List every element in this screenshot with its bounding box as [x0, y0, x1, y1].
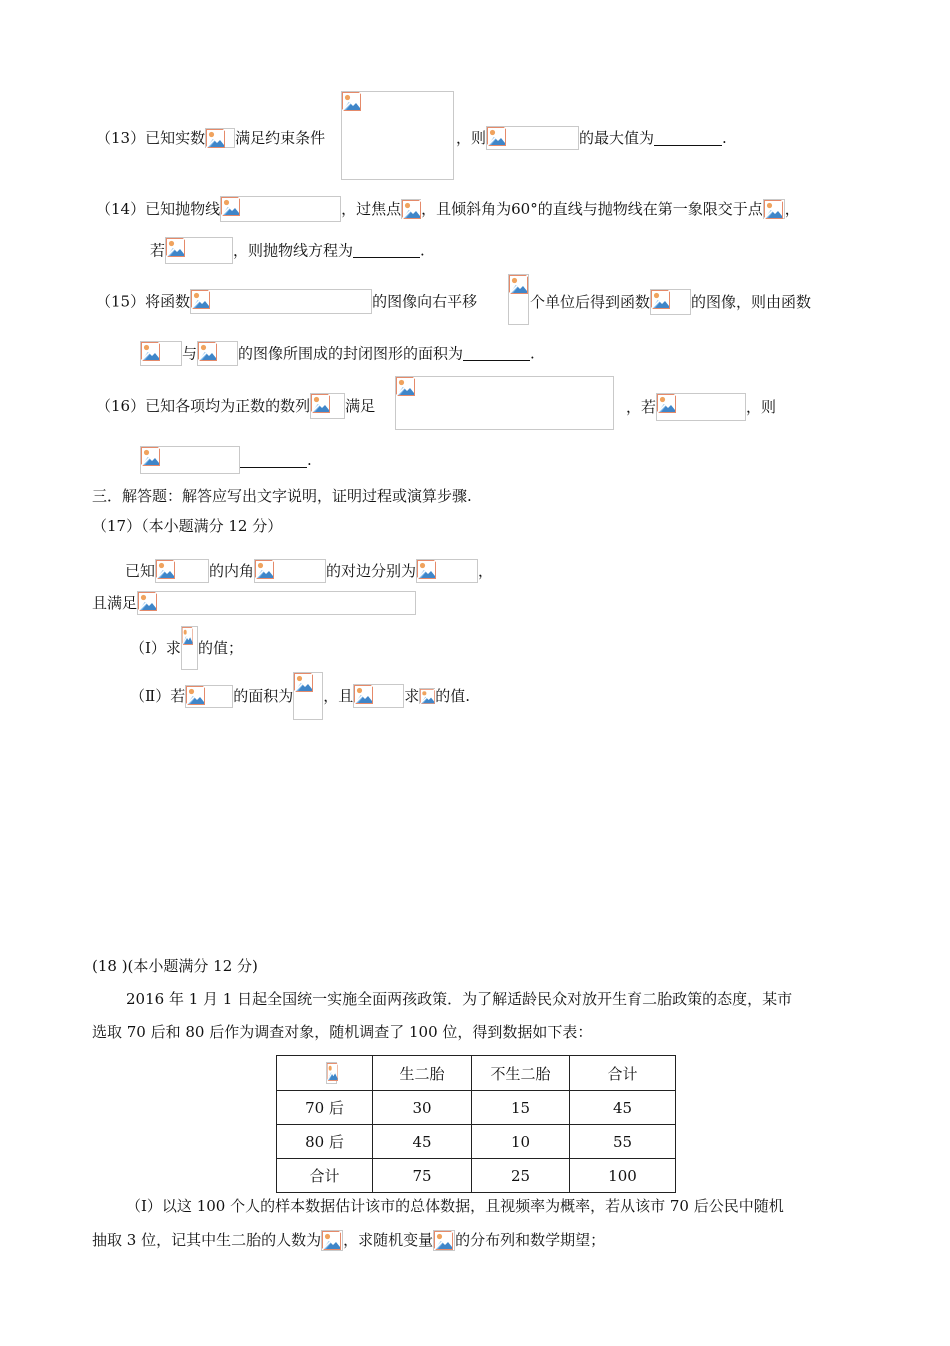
table-cell: 25 — [472, 1159, 570, 1193]
text: 的最大值为 — [579, 129, 655, 147]
text: 求 — [404, 687, 420, 705]
table-row — [277, 1125, 676, 1159]
question-13 — [96, 126, 325, 149]
image-placeholder-icon — [486, 126, 579, 150]
text: . — [530, 344, 535, 363]
question-17-part-2 — [130, 672, 470, 720]
text: 的图像，则由函数 — [691, 293, 812, 311]
image-placeholder-icon — [341, 91, 454, 180]
image-placeholder-icon — [656, 393, 746, 421]
text: ，则 — [746, 398, 777, 416]
question-number: （16） — [96, 397, 146, 415]
text: 满足 — [345, 397, 376, 415]
text: 的图像向右平移 — [372, 292, 478, 311]
question-number: （15） — [96, 292, 146, 311]
text: 个单位后得到函数 — [530, 293, 651, 311]
table-row — [277, 1159, 676, 1193]
question-number: （13） — [96, 129, 146, 147]
text: 将函数 — [145, 292, 191, 311]
image-placeholder-icon — [310, 393, 345, 419]
image-placeholder-icon — [326, 1062, 337, 1084]
question-18-intro-line-1: 2016 年 1 月 1 日起全国统一实施全面两孩政策．为了解适龄民众对放开生育二胎政策的态度，某市 — [126, 990, 793, 1008]
text: （Ⅱ）若 — [130, 687, 186, 705]
image-placeholder-icon — [650, 289, 691, 315]
question-18-part-1-line-1: （Ⅰ）以这 100 个人的样本数据估计该市的总体数据，且视频率为概率，若从该市 70 后公民中随机 — [126, 1197, 784, 1215]
question-17-line-1 — [125, 559, 493, 583]
image-placeholder-icon — [155, 559, 209, 583]
table-cell: 70 后 — [277, 1091, 373, 1125]
text: . — [307, 451, 312, 469]
image-placeholder-icon — [416, 559, 478, 583]
question-14 — [96, 196, 800, 222]
question-16 — [96, 393, 375, 419]
table-cell: 75 — [373, 1159, 472, 1193]
table-cell: 80 后 — [277, 1125, 373, 1159]
table-cell: 30 — [373, 1091, 472, 1125]
answer-blank — [240, 453, 307, 468]
text: 的内角 — [209, 562, 255, 580]
text: 已知 — [125, 562, 156, 580]
table-cell: 55 — [570, 1125, 676, 1159]
image-placeholder-icon — [197, 341, 238, 366]
table-cell: 100 — [570, 1159, 676, 1193]
image-placeholder-icon — [353, 684, 404, 708]
question-17-part-1 — [130, 626, 243, 670]
answer-blank — [654, 131, 722, 146]
answer-blank — [353, 243, 420, 258]
text: ，则抛物线方程为 — [233, 241, 354, 260]
text: 抽取 3 位，记其中生二胎的人数为 — [92, 1231, 322, 1249]
text: 若 — [150, 241, 166, 260]
table-cell: 10 — [472, 1125, 570, 1159]
table-header-cell — [277, 1056, 373, 1091]
image-placeholder-icon — [419, 688, 435, 704]
question-14-line-2 — [150, 237, 425, 264]
survey-table — [276, 1055, 676, 1193]
text: 的图像所围成的封闭图形的面积为 — [238, 344, 464, 363]
text: （Ⅰ）求 — [130, 639, 181, 657]
text: 与 — [182, 344, 198, 363]
text: 已知实数 — [145, 129, 206, 147]
question-16-cont — [626, 393, 776, 421]
image-placeholder-icon — [763, 199, 785, 219]
text: 且满足 — [92, 594, 138, 612]
table-row — [277, 1091, 676, 1125]
text: 的分布列和数学期望； — [455, 1231, 606, 1249]
image-placeholder-icon — [220, 196, 341, 222]
question-17-line-2 — [92, 591, 416, 615]
text: ，过焦点 — [341, 200, 402, 218]
image-placeholder-icon — [395, 376, 614, 430]
question-18-intro-line-2: 选取 70 后和 80 后作为调查对象，随机调查了 100 位，得到数据如下表： — [92, 1023, 593, 1041]
question-13-cont — [456, 126, 727, 150]
image-placeholder-icon — [401, 199, 421, 219]
text: ，求随机变量 — [343, 1231, 434, 1249]
section-heading: 三．解答题：解答应写出文字说明，证明过程或演算步骤. — [92, 487, 472, 505]
image-placeholder-icon — [508, 274, 529, 325]
table-cell: 45 — [570, 1091, 676, 1125]
image-placeholder-icon — [433, 1230, 455, 1251]
text: . — [722, 129, 727, 147]
text: 已知各项均为正数的数列 — [145, 397, 311, 415]
image-placeholder-icon — [185, 685, 233, 708]
image-placeholder-icon — [321, 1230, 343, 1251]
image-placeholder-icon — [205, 128, 235, 148]
image-placeholder-icon — [140, 446, 240, 474]
table-header-cell: 不生二胎 — [472, 1056, 570, 1091]
table-cell: 45 — [373, 1125, 472, 1159]
table-header-cell: 生二胎 — [373, 1056, 472, 1091]
question-15-cont — [530, 289, 811, 315]
text: ，若 — [626, 398, 657, 416]
text: 的面积为 — [233, 687, 294, 705]
image-placeholder-icon — [140, 341, 182, 366]
text: ，且 — [323, 687, 354, 705]
question-number: （14） — [96, 200, 146, 218]
image-placeholder-icon — [165, 237, 233, 264]
text: ， — [478, 562, 494, 580]
text: 的对边分别为 — [326, 562, 417, 580]
question-17-header: （17）（本小题满分 12 分） — [92, 517, 283, 535]
text: . — [420, 241, 425, 260]
text: 已知抛物线 — [145, 200, 221, 218]
question-18-part-1-line-2 — [92, 1228, 605, 1251]
text: ，且倾斜角为60°的直线与抛物线在第一象限交于点 — [421, 200, 763, 218]
text: 满足约束条件 — [235, 129, 326, 147]
answer-blank — [463, 346, 530, 361]
table-cell: 合计 — [277, 1159, 373, 1193]
image-placeholder-icon — [190, 289, 372, 314]
image-placeholder-icon — [181, 626, 198, 670]
text: ， — [784, 200, 800, 218]
image-placeholder-icon — [137, 591, 416, 615]
text: 的值. — [435, 687, 471, 705]
question-15-line-2 — [140, 341, 535, 366]
table-header-cell: 合计 — [570, 1056, 676, 1091]
table-header-row — [277, 1056, 676, 1091]
table-cell: 15 — [472, 1091, 570, 1125]
image-placeholder-icon — [254, 559, 326, 583]
question-15 — [96, 289, 477, 314]
question-18-header: (18 )(本小题满分 12 分) — [92, 957, 258, 975]
question-16-line-2 — [140, 446, 312, 474]
text: 的值； — [197, 639, 243, 657]
image-placeholder-icon — [293, 672, 323, 720]
text: ，则 — [456, 129, 487, 147]
